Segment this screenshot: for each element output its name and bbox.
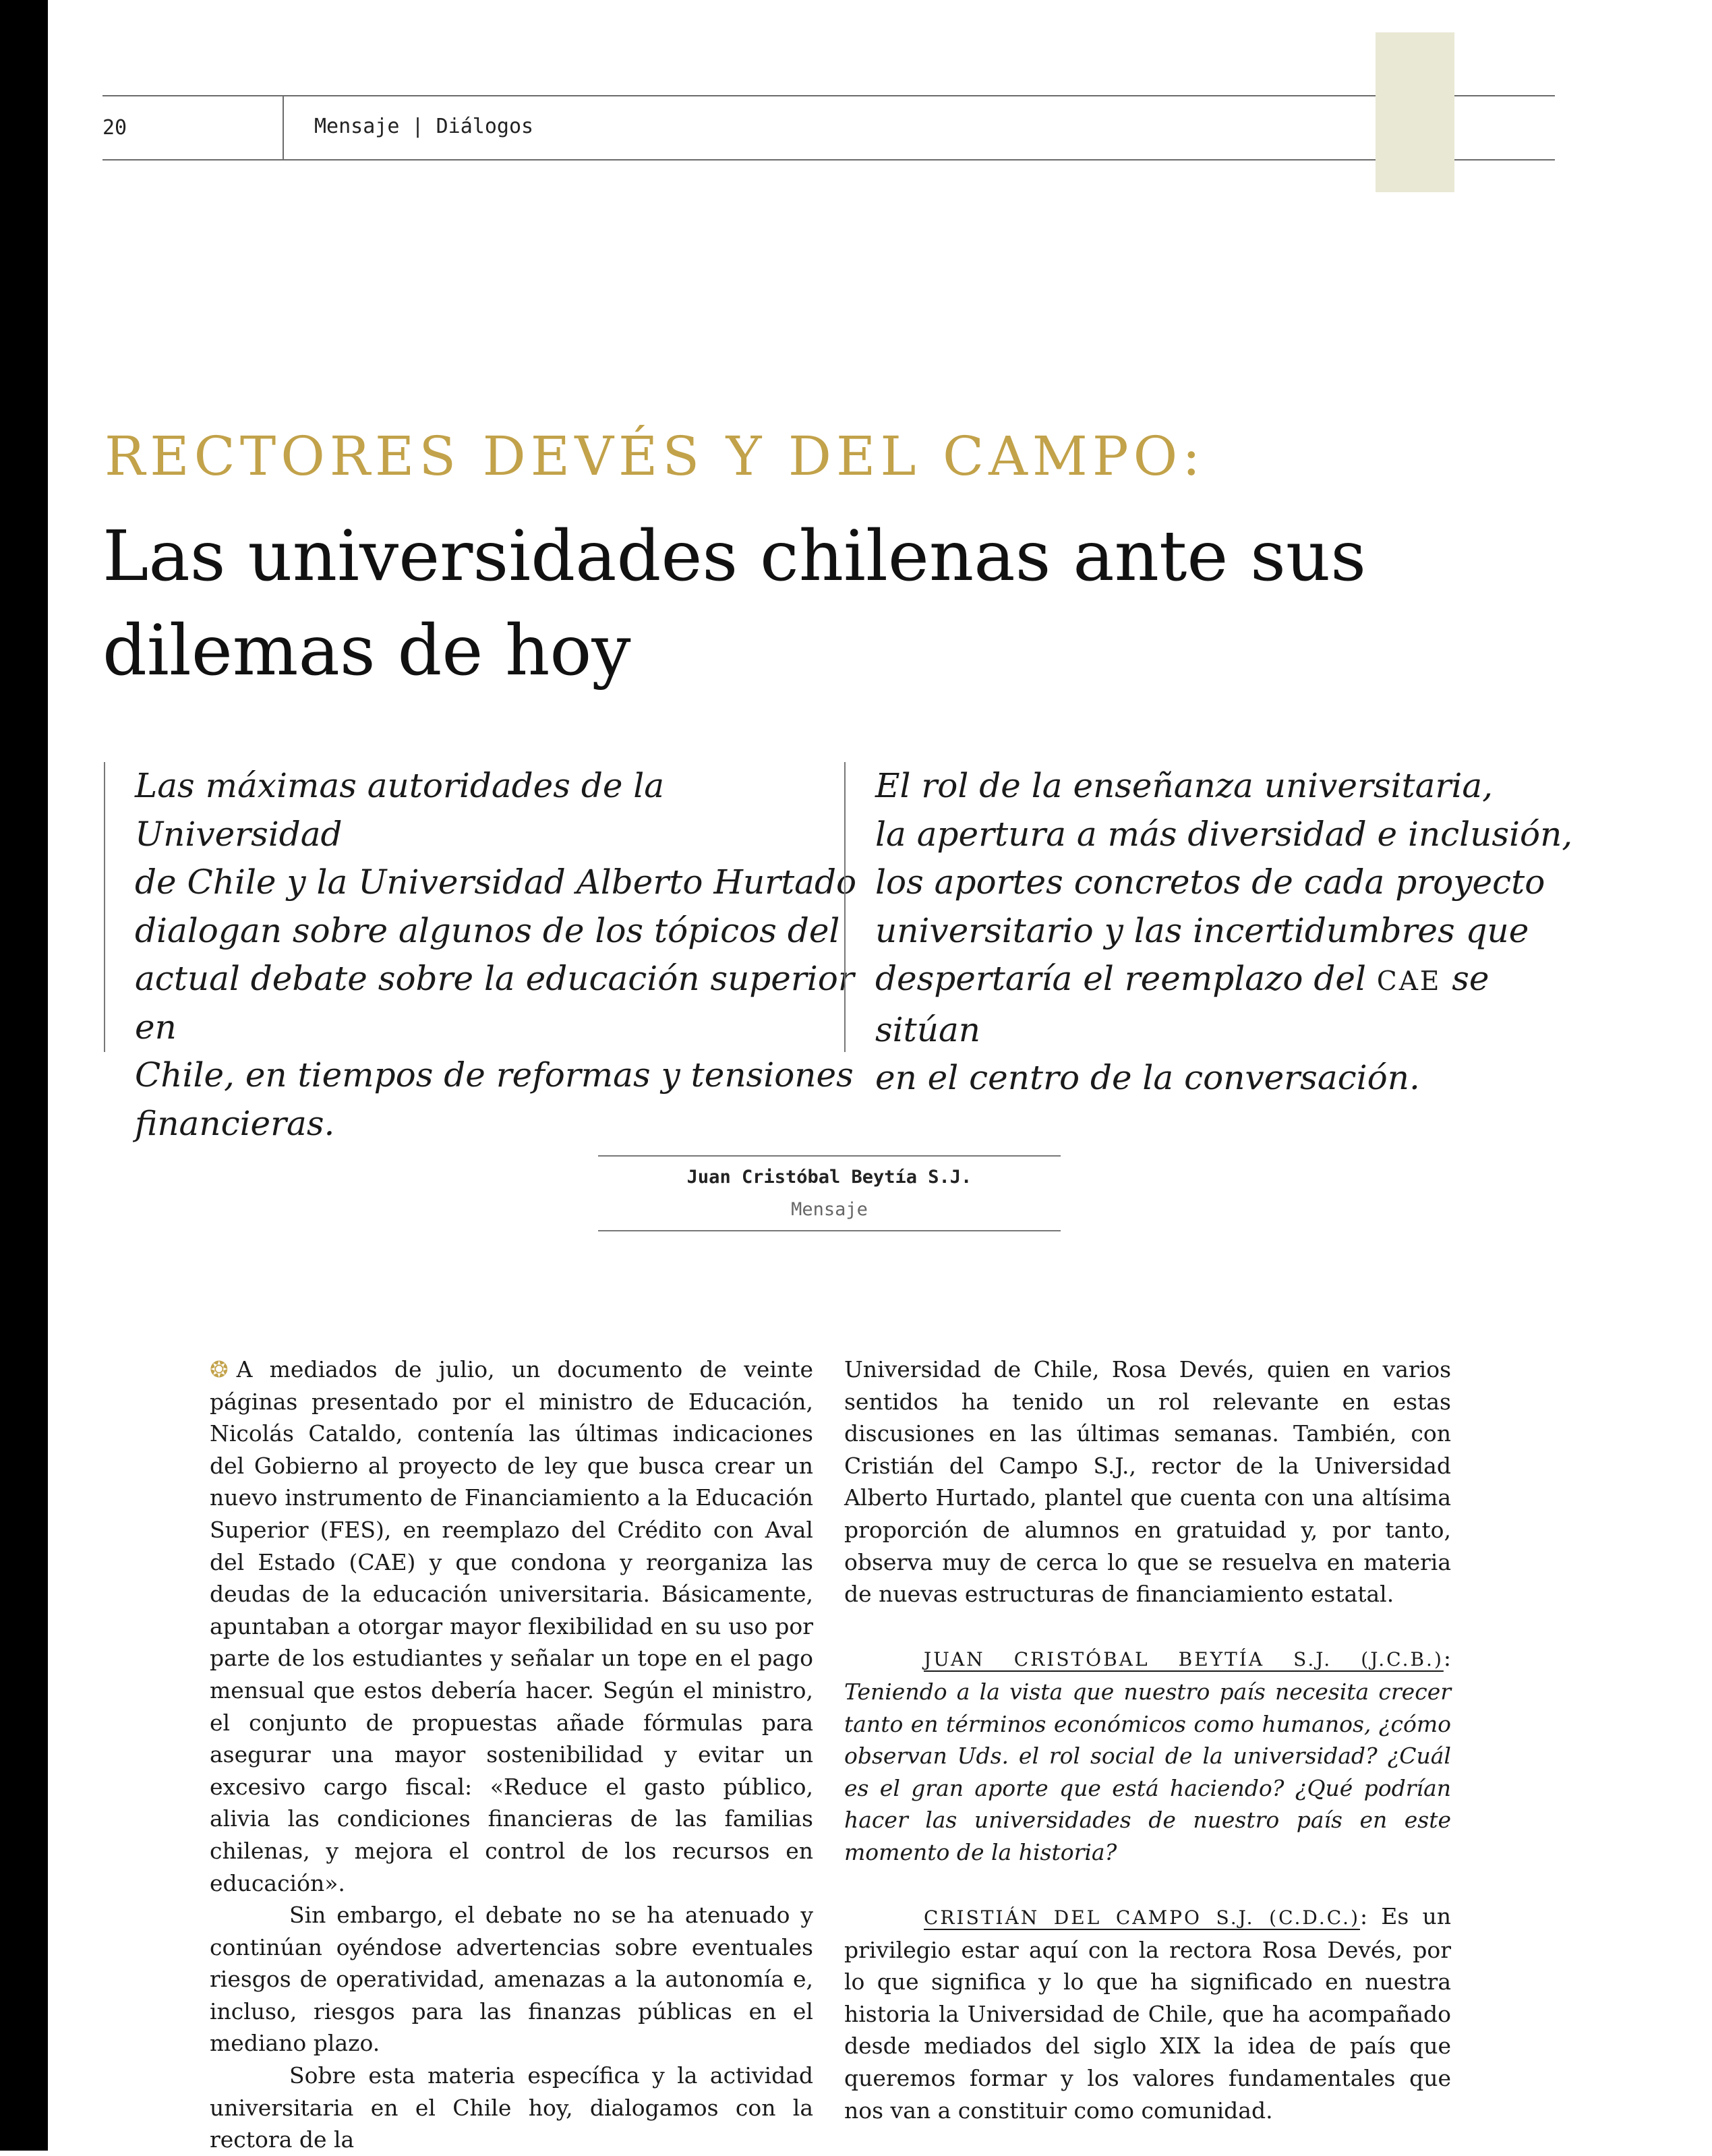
question-speaker: JUAN CRISTÓBAL BEYTÍA S.J. (J.C.B.)	[924, 1648, 1444, 1671]
interview-answer: CRISTIÁN DEL CAMPO S.J. (C.D.C.): Es un privilegio estar aquí con la rectora Rosa Devés, por lo que significa y lo que ha significado en nuestra historia la Universidad de Chile, que ha acompañado desde mediados del siglo XIX la idea de país que queremos formar y los valores fundamentales que nos van a constituir como comunidad.	[844, 1903, 1451, 2124]
byline-author: Juan Cristóbal Beytía S.J.	[686, 1167, 972, 1188]
section-label: Mensaje | Diálogos	[314, 115, 534, 138]
body-paragraph: ❂ A mediados de julio, un documento de veinte páginas presentado por el ministro de Educación, Nicolás Cataldo, contenía las últimas indicaciones del Gobierno al proyecto de ley que busca crear un nuevo instrumento de Financiamiento a la Educación Superior (FES), en reemplazo del Crédito con Aval del Estado (CAE) y que condona y reorganiza las deudas de la educación universitaria. Básicamente, apuntaban a otorgar mayor flexibilidad en su uso por parte de los estudiantes y señalar un tope en el pago mensual que estos debería hacer. Según el ministro, el conjunto de propuestas añade fórmulas para asegurar una mayor sostenibilidad y evitar un excesivo cargo fiscal: «Reduce el gasto público, alivia las condiciones financieras de las familias chilenas, y mejora el control de los recursos en educación».	[210, 1353, 813, 1899]
body-paragraph: Sin embargo, el debate no se ha atenuado y continúan oyéndose advertencias sobre eventuales riesgos de operatividad, amenazas a la autonomía e, incluso, riesgos para las finanzas públicas en el mediano plazo.	[210, 1902, 813, 2057]
byline-organization: Mensaje	[791, 1199, 868, 1220]
byline-top-rule	[598, 1155, 1061, 1157]
header-top-rule-right	[1454, 95, 1555, 96]
article-kicker: RECTORES DEVÉS Y DEL CAMPO:	[105, 425, 1206, 488]
article-title: Las universidades chilenas ante sus dilemas de hoy	[102, 516, 1367, 691]
body-paragraph: Universidad de Chile, Rosa Devés, quien en varios sentidos ha tenido un rol relevante en estas discusiones en las últimas semanas. También, con Cristián del Campo S.J., rector de la Universidad Alberto Hurtado, plantel que cuenta con una altísima proporción de alumnos en gratuidad y, por tanto, observa muy de cerca lo que se resuelva en materia de nuevas estructuras de financiamiento estatal.	[844, 1356, 1451, 1608]
interview-question: JUAN CRISTÓBAL BEYTÍA S.J. (J.C.B.): Teniendo a la vista que nuestro país necesita crecer tanto en términos económicos como humanos, ¿cómo observan Uds. el rol social de la universidad? ¿Cuál es el gran aporte que está haciendo? ¿Qué podrían hacer las universidades de nuestro país en este momento de la historia?	[844, 1645, 1451, 1865]
byline-bottom-rule	[598, 1230, 1061, 1231]
deck-left: Las máximas autoridades de la Universidad de Chile y la Universidad Alberto Hurtado dialogan sobre algunos de los tópicos del actual debate sobre la educación superior en Chile, en tiempos de reformas y tensiones financieras.	[104, 762, 863, 1052]
body-paragraph: Sobre esta materia específica y la actividad universitaria en el Chile hoy, dialogamos con la rectora de la	[210, 2062, 813, 2153]
section-tab	[1376, 32, 1454, 192]
header-bottom-rule-right	[1454, 159, 1555, 161]
header-divider	[283, 95, 284, 160]
answer-text: Es un privilegio estar aquí con la rectora Rosa Devés, por lo que significa y lo que ha significado en nuestra historia la Universidad de Chile, que ha acompañado desde mediados del siglo XIX la idea de país que queremos formar y los valores fundamentales que nos van a constituir como comunidad.	[844, 1903, 1451, 2124]
header-top-rule	[102, 95, 1403, 96]
page-number: 20	[102, 116, 127, 140]
gear-ornament-icon: ❂	[210, 1356, 229, 1382]
body-column-right	[844, 1353, 1451, 2126]
deck-right-text-1: El rol de la enseñanza universitaria, la apertura a más diversidad e inclusión, los aportes concretos de cada proyecto universitario y las incertidumbres que despertaría el reemplazo del	[875, 766, 1573, 998]
deck-right-text-2: se sitúan en el centro de la conversación.	[875, 959, 1489, 1097]
body-column-left	[210, 1353, 813, 2156]
question-text: Teniendo a la vista que nuestro país necesita crecer tanto en términos económicos como humanos, ¿cómo observan Uds. el rol social de la universidad? ¿Cuál es el gran aporte que está haciendo? ¿Qué podrían hacer las universidades de nuestro país en este momento de la historia?	[844, 1678, 1451, 1865]
deck-right	[844, 762, 1590, 1097]
header-bottom-rule	[102, 159, 1403, 161]
deck-right-acronym: CAE	[1376, 966, 1442, 997]
page-edge-bar	[0, 0, 48, 2151]
answer-speaker: CRISTIÁN DEL CAMPO S.J. (C.D.C.)	[924, 1906, 1360, 1929]
